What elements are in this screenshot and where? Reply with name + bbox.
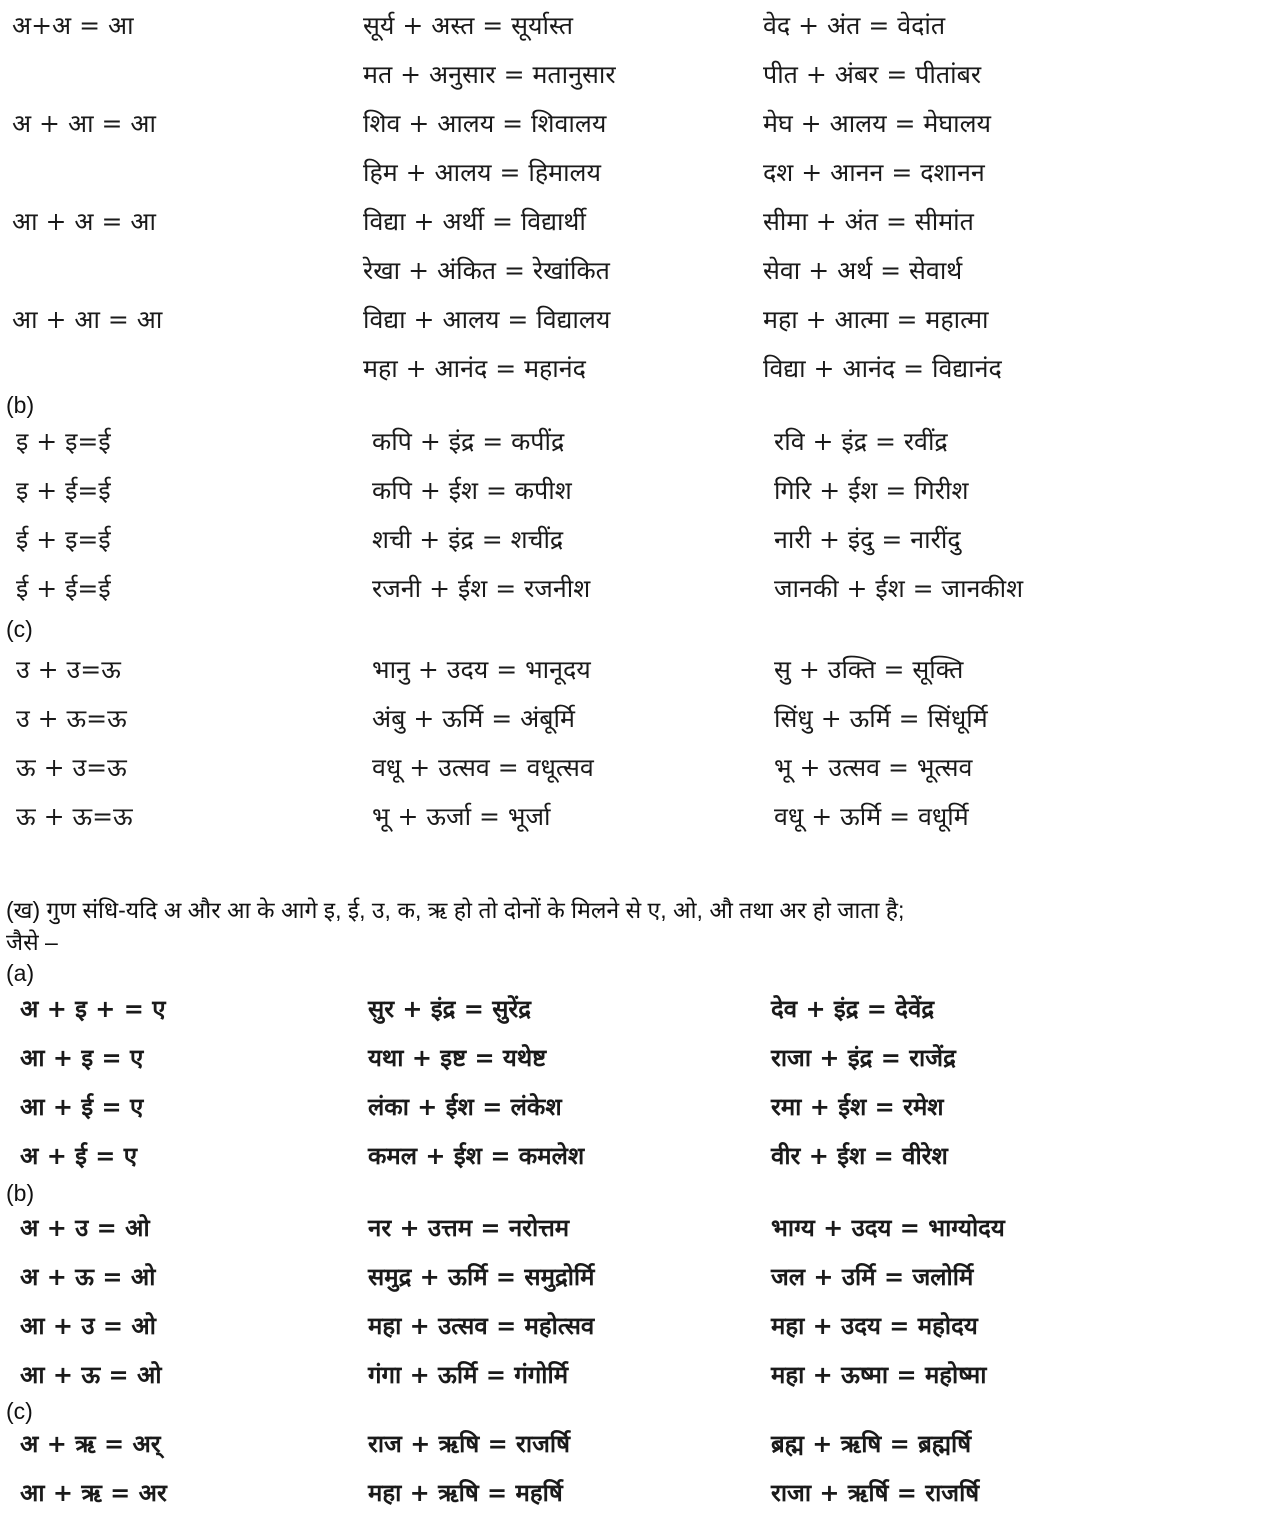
sandhi-row — [0, 344, 1275, 393]
sandhi-row — [0, 197, 1275, 246]
sandhi-row — [0, 515, 1275, 564]
example-cell: विद्या + आनंद = विद्यानंद — [763, 354, 1002, 383]
example-cell: रेखा + अंकित = रेखांकित — [363, 256, 610, 285]
rule-cell: आ + ऊ = ओ — [20, 1361, 162, 1389]
sandhi-row — [0, 1420, 1275, 1469]
section-label: (b) — [6, 392, 35, 418]
example-cell: महा + ऊष्मा = महोष्मा — [771, 1361, 987, 1389]
example-cell: नर + उत्तम = नरोत्तम — [368, 1214, 570, 1242]
example-cell: विद्या + अर्थी = विद्यार्थी — [363, 207, 586, 236]
sandhi-row — [0, 246, 1275, 295]
example-cell: विद्या + आलय = विद्यालय — [363, 305, 611, 334]
example-cell: वीर + ईश = वीरेश — [771, 1142, 948, 1170]
example-cell: रजनी + ईश = रजनीश — [372, 574, 591, 603]
sandhi-row — [0, 50, 1275, 99]
sandhi-row — [0, 99, 1275, 148]
example-cell: समुद्र + ऊर्मि = समुद्रोर्मि — [368, 1263, 595, 1291]
example-cell: वधू + ऊर्मि = वधूर्मि — [774, 802, 969, 831]
example-cell: देव + इंद्र = देवेंद्र — [771, 995, 935, 1023]
rule-cell: आ + इ = ए — [20, 1044, 144, 1072]
example-cell: जल + उर्मि = जलोर्मि — [771, 1263, 974, 1291]
example-cell: रवि + इंद्र = रवींद्र — [774, 427, 948, 456]
example-cell: शची + इंद्र = शचींद्र — [372, 525, 564, 554]
section-label: (c) — [6, 616, 33, 642]
sandhi-row — [0, 1083, 1275, 1132]
example-cell: यथा + इष्ट = यथेष्ट — [368, 1044, 547, 1072]
rule-cell: इ + इ=ई — [16, 427, 111, 456]
rule-cell: अ + उ = ओ — [20, 1214, 150, 1242]
example-cell: सूर्य + अस्त = सूर्यास्त — [363, 11, 574, 40]
sandhi-row — [0, 1302, 1275, 1351]
example-cell: मत + अनुसार = मतानुसार — [363, 60, 616, 89]
example-cell: कपि + इंद्र = कपींद्र — [372, 427, 565, 456]
sandhi-row — [0, 295, 1275, 344]
example-cell: सुर + इंद्र = सुरेंद्र — [368, 995, 531, 1023]
example-cell: अंबु + ऊर्मि = अंबूर्मि — [372, 704, 575, 733]
rule-cell: ऊ + ऊ=ऊ — [16, 802, 133, 831]
rule-cell: आ + ई = ए — [20, 1093, 144, 1121]
example-cell: महा + ऋषि = महर्षि — [368, 1479, 563, 1507]
example-cell: महा + आत्मा = महात्मा — [763, 305, 989, 334]
rule-cell: अ + इ + = ए — [20, 995, 166, 1023]
sandhi-row — [0, 1253, 1275, 1302]
rule-cell: उ + ऊ=ऊ — [16, 704, 127, 733]
sandhi-row — [0, 1469, 1275, 1518]
example-cell: कपि + ईश = कपीश — [372, 476, 572, 505]
rule-cell: ई + ई=ई — [16, 574, 111, 603]
sandhi-row — [0, 792, 1275, 841]
example-cell: शिव + आलय = शिवालय — [363, 109, 607, 138]
example-cell: हिम + आलय = हिमालय — [363, 158, 602, 187]
example-cell: गंगा + ऊर्मि = गंगोर्मि — [368, 1361, 569, 1389]
sandhi-row — [0, 1034, 1275, 1083]
example-cell: नारी + इंदु = नारींदु — [774, 525, 961, 554]
example-cell: दश + आनन = दशानन — [763, 158, 985, 187]
sandhi-row — [0, 1132, 1275, 1181]
guna-sandhi-definition: (ख) गुण संधि-यदि अ और आ के आगे इ, ई, उ, क, ऋ हो तो दोनों के मिलने से ए, ओ, औ तथा अर हो जाता है; — [6, 897, 905, 923]
example-cell: भू + ऊर्जा = भूर्जा — [372, 802, 551, 831]
example-cell: वेद + अंत = वेदांत — [763, 11, 946, 40]
rule-cell: अ + ऊ = ओ — [20, 1263, 156, 1291]
example-cell: राज + ऋषि = राजर्षि — [368, 1430, 570, 1458]
sandhi-row — [0, 1351, 1275, 1400]
sandhi-row — [0, 417, 1275, 466]
rule-cell: आ + उ = ओ — [20, 1312, 156, 1340]
example-cell: महा + उदय = महोदय — [771, 1312, 978, 1340]
rule-cell: अ + ई = ए — [20, 1142, 138, 1170]
example-cell: राजा + इंद्र = राजेंद्र — [771, 1044, 956, 1072]
example-cell: पीत + अंबर = पीतांबर — [763, 60, 982, 89]
section-label: (c) — [6, 1398, 33, 1424]
example-cell: लंका + ईश = लंकेश — [368, 1093, 562, 1121]
sandhi-row — [0, 694, 1275, 743]
example-cell: सु + उक्ति = सूक्ति — [774, 655, 964, 684]
rule-cell: ई + इ=ई — [16, 525, 111, 554]
rule-cell: अ + आ = आ — [12, 109, 156, 138]
sandhi-row — [0, 645, 1275, 694]
rule-cell: आ + ऋ = अर — [20, 1479, 167, 1507]
sandhi-row — [0, 466, 1275, 515]
example-cell: राजा + ऋर्षि = राजर्षि — [771, 1479, 980, 1507]
section-label: (b) — [6, 1180, 35, 1206]
sandhi-row — [0, 1, 1275, 50]
example-cell: महा + आनंद = महानंद — [363, 354, 586, 383]
rule-cell: अ+अ = आ — [12, 11, 134, 40]
example-cell: भाग्य + उदय = भाग्योदय — [771, 1214, 1005, 1242]
sandhi-row — [0, 985, 1275, 1034]
example-cell: कमल + ईश = कमलेश — [368, 1142, 585, 1170]
sandhi-row — [0, 564, 1275, 613]
example-cell: सेवा + अर्थ = सेवार्थ — [763, 256, 963, 285]
example-cell: भू + उत्सव = भूत्सव — [774, 753, 973, 782]
example-cell: वधू + उत्सव = वधूत्सव — [372, 753, 594, 782]
sandhi-row — [0, 743, 1275, 792]
rule-cell: आ + अ = आ — [12, 207, 156, 236]
rule-cell: इ + ई=ई — [16, 476, 111, 505]
example-cell: सिंधु + ऊर्मि = सिंधूर्मि — [774, 704, 988, 733]
section-label: (a) — [6, 960, 35, 986]
example-cell: रमा + ईश = रमेश — [771, 1093, 944, 1121]
example-cell: जानकी + ईश = जानकीश — [774, 574, 1024, 603]
example-cell: ब्रह्म + ऋषि = ब्रह्मर्षि — [771, 1430, 972, 1458]
rule-cell: उ + उ=ऊ — [16, 655, 121, 684]
example-cell: मेघ + आलय = मेघालय — [763, 109, 992, 138]
sandhi-row — [0, 1204, 1275, 1253]
rule-cell: आ + आ = आ — [12, 305, 163, 334]
example-cell: सीमा + अंत = सीमांत — [763, 207, 974, 236]
example-cell: गिरि + ईश = गिरीश — [774, 476, 969, 505]
rule-cell: ऊ + उ=ऊ — [16, 753, 127, 782]
sandhi-row — [0, 148, 1275, 197]
rule-cell: अ + ऋ = अर् — [20, 1430, 161, 1458]
guna-sandhi-example-intro: जैसे – — [6, 929, 58, 955]
example-cell: महा + उत्सव = महोत्सव — [368, 1312, 595, 1340]
example-cell: भानु + उदय = भानूदय — [372, 655, 591, 684]
